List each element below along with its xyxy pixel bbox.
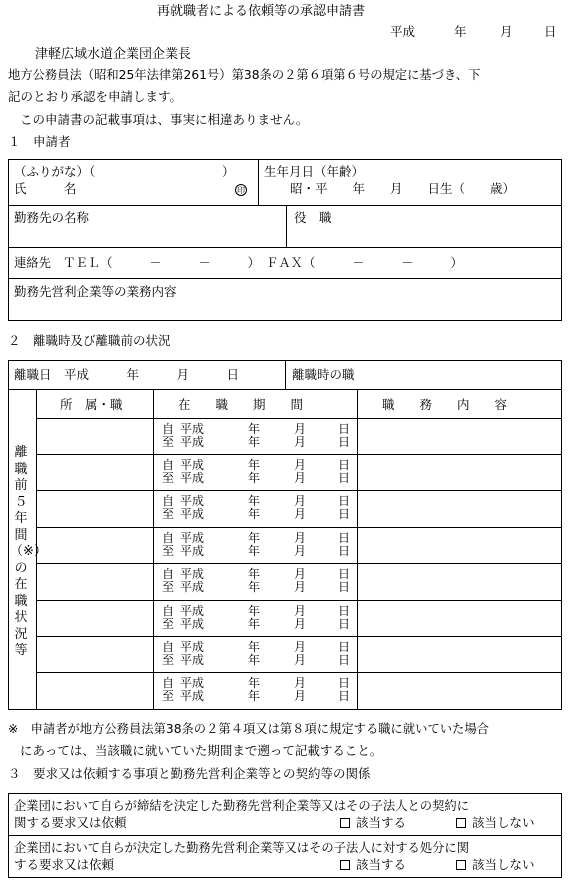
period-cell — [162, 459, 352, 485]
item1-not-applicable-label: 該当しない — [472, 815, 535, 830]
item2-not-applicable-checkbox[interactable] — [456, 860, 466, 870]
period-day: 日 — [338, 640, 351, 654]
addressee: 津軽広域水道企業団企業長 — [35, 47, 192, 62]
preamble-line2: 記のとおり承認を申請します。 — [8, 89, 183, 104]
employer-box — [8, 205, 562, 248]
period-month: 月 — [294, 617, 307, 631]
period-from-label: 自 — [162, 604, 175, 618]
vertical-label: 離職前５年間（※）の在職状況等 — [10, 445, 47, 658]
period-month: 月 — [294, 544, 307, 558]
employer-label: 勤務先の名称 — [14, 210, 90, 225]
item1-applicable-checkbox[interactable] — [340, 818, 350, 828]
period-from-label: 自 — [162, 676, 175, 690]
seal-icon: 印 — [237, 186, 245, 195]
period-year: 年 — [248, 617, 261, 631]
item2-not-applicable-label: 該当しない — [472, 857, 535, 872]
period-era: 平成 — [180, 580, 205, 594]
period-month: 月 — [294, 640, 307, 654]
period-year: 年 — [248, 567, 261, 581]
period-cell — [162, 423, 352, 449]
date-era: 平成 — [390, 24, 416, 39]
col-affiliation: 所 属・職 — [60, 397, 123, 412]
period-from-label: 自 — [162, 494, 175, 508]
item2-applicable-label: 該当する — [356, 857, 407, 872]
relation-item2-line1: 企業団において自らが決定した勤務先営利企業等又はその子法人に対する処分に関 — [14, 841, 469, 855]
period-month: 月 — [294, 471, 307, 485]
period-era: 平成 — [180, 435, 205, 449]
period-month: 月 — [294, 676, 307, 690]
date-day: 日 — [544, 24, 557, 39]
period-month: 月 — [294, 580, 307, 594]
furigana-label: （ふりがな）（ — [14, 164, 96, 179]
period-era: 平成 — [180, 458, 205, 472]
period-to-label: 至 — [162, 689, 175, 703]
period-month: 月 — [294, 604, 307, 618]
period-era: 平成 — [180, 544, 205, 558]
document-title: 再就職者による依頼等の承認申請書 — [157, 4, 366, 19]
business-label: 勤務先営利企業等の業務内容 — [14, 284, 177, 299]
period-year: 年 — [248, 544, 261, 558]
period-cell — [162, 568, 352, 594]
period-year: 年 — [248, 435, 261, 449]
col-period: 在 職 期 間 — [178, 397, 304, 412]
item1-not-applicable-checkbox[interactable] — [456, 818, 466, 828]
period-year: 年 — [248, 580, 261, 594]
period-day: 日 — [338, 676, 351, 690]
period-day: 日 — [338, 507, 351, 521]
period-day: 日 — [338, 653, 351, 667]
period-era: 平成 — [180, 617, 205, 631]
period-from-label: 自 — [162, 640, 175, 654]
period-day: 日 — [338, 580, 351, 594]
period-to-label: 至 — [162, 507, 175, 521]
period-from-label: 自 — [162, 531, 175, 545]
period-era: 平成 — [180, 422, 205, 436]
item1-not-applicable-option[interactable] — [456, 817, 535, 830]
period-month: 月 — [294, 422, 307, 436]
period-year: 年 — [248, 494, 261, 508]
relation-item1-line1: 企業団において自らが締結を決定した勤務先営利企業等又はその子法人との契約に — [14, 799, 469, 813]
period-day: 日 — [338, 544, 351, 558]
period-day: 日 — [338, 567, 351, 581]
period-to-label: 至 — [162, 653, 175, 667]
item2-not-applicable-option[interactable] — [456, 859, 535, 872]
item1-applicable-label: 該当する — [356, 815, 407, 830]
item2-applicable-option[interactable] — [340, 859, 406, 872]
name-label: 氏 名 — [14, 181, 77, 196]
section3-heading: ３ 要求又は依頼する事項と勤務先営利企業等との契約等の関係 — [8, 766, 371, 781]
period-era: 平成 — [180, 494, 205, 508]
birth-label: 生年月日（年齢） — [264, 164, 365, 179]
period-cell — [162, 605, 352, 631]
period-year: 年 — [248, 640, 261, 654]
period-year: 年 — [248, 676, 261, 690]
period-era: 平成 — [180, 689, 205, 703]
period-day: 日 — [338, 604, 351, 618]
period-cell — [162, 495, 352, 521]
section2-heading: ２ 離職時及び離職前の状況 — [8, 333, 171, 348]
period-cell — [162, 532, 352, 558]
period-day: 日 — [338, 422, 351, 436]
period-day: 日 — [338, 471, 351, 485]
period-era: 平成 — [180, 507, 205, 521]
period-month: 月 — [294, 531, 307, 545]
period-day: 日 — [338, 531, 351, 545]
item2-applicable-checkbox[interactable] — [340, 860, 350, 870]
section1-heading: １ 申請者 — [8, 134, 71, 149]
period-era: 平成 — [180, 640, 205, 654]
birth-line: 昭・平 年 月 日生（ 歳） — [290, 181, 516, 196]
period-cell — [162, 641, 352, 667]
period-era: 平成 — [180, 604, 205, 618]
period-year: 年 — [248, 689, 261, 703]
period-to-label: 至 — [162, 544, 175, 558]
period-era: 平成 — [180, 567, 205, 581]
period-month: 月 — [294, 567, 307, 581]
period-era: 平成 — [180, 676, 205, 690]
position-label: 役 職 — [294, 210, 332, 225]
note-line2: にあっては、当該職に就いていた期間まで遡って記載すること。 — [20, 743, 383, 758]
note-line1: ※ 申請者が地方公務員法第38条の２第４項又は第８項に規定する職に就いていた場合 — [8, 722, 489, 736]
relation-item1-line2: 関する要求又は依頼 — [14, 815, 127, 830]
period-era: 平成 — [180, 531, 205, 545]
period-month: 月 — [294, 689, 307, 703]
period-from-label: 自 — [162, 458, 175, 472]
period-day: 日 — [338, 494, 351, 508]
period-from-label: 自 — [162, 567, 175, 581]
period-month: 月 — [294, 458, 307, 472]
declaration: この申請書の記載事項は、事実に相違ありません。 — [20, 112, 309, 127]
period-year: 年 — [248, 507, 261, 521]
col-duties: 職 務 内 容 — [382, 397, 508, 412]
retire-post-label: 離職時の職 — [292, 367, 355, 382]
period-year: 年 — [248, 458, 261, 472]
period-month: 月 — [294, 653, 307, 667]
item1-applicable-option[interactable] — [340, 817, 406, 830]
period-era: 平成 — [180, 471, 205, 485]
period-to-label: 至 — [162, 617, 175, 631]
period-year: 年 — [248, 604, 261, 618]
period-day: 日 — [338, 458, 351, 472]
retire-date-label: 離職日 平成 年 月 日 — [14, 367, 240, 382]
period-year: 年 — [248, 653, 261, 667]
period-to-label: 至 — [162, 471, 175, 485]
furigana-close: ） — [222, 164, 235, 179]
preamble-line1: 地方公務員法（昭和25年法律第261号）第38条の２第６項第６号の規定に基づき、下 — [8, 68, 481, 82]
period-month: 月 — [294, 507, 307, 521]
period-day: 日 — [338, 617, 351, 631]
period-year: 年 — [248, 531, 261, 545]
period-from-label: 自 — [162, 422, 175, 436]
contact-label: 連絡先 ＴＥＬ（ － － ） ＦＡＸ（ － － ） — [14, 256, 463, 270]
period-day: 日 — [338, 689, 351, 703]
period-to-label: 至 — [162, 435, 175, 449]
period-era: 平成 — [180, 653, 205, 667]
date-year: 年 — [454, 24, 467, 39]
period-year: 年 — [248, 471, 261, 485]
relation-item2-line2: する要求又は依頼 — [14, 857, 115, 872]
period-month: 月 — [294, 435, 307, 449]
period-year: 年 — [248, 422, 261, 436]
period-to-label: 至 — [162, 580, 175, 594]
period-month: 月 — [294, 494, 307, 508]
period-cell — [162, 677, 352, 703]
date-month: 月 — [500, 24, 513, 39]
period-day: 日 — [338, 435, 351, 449]
